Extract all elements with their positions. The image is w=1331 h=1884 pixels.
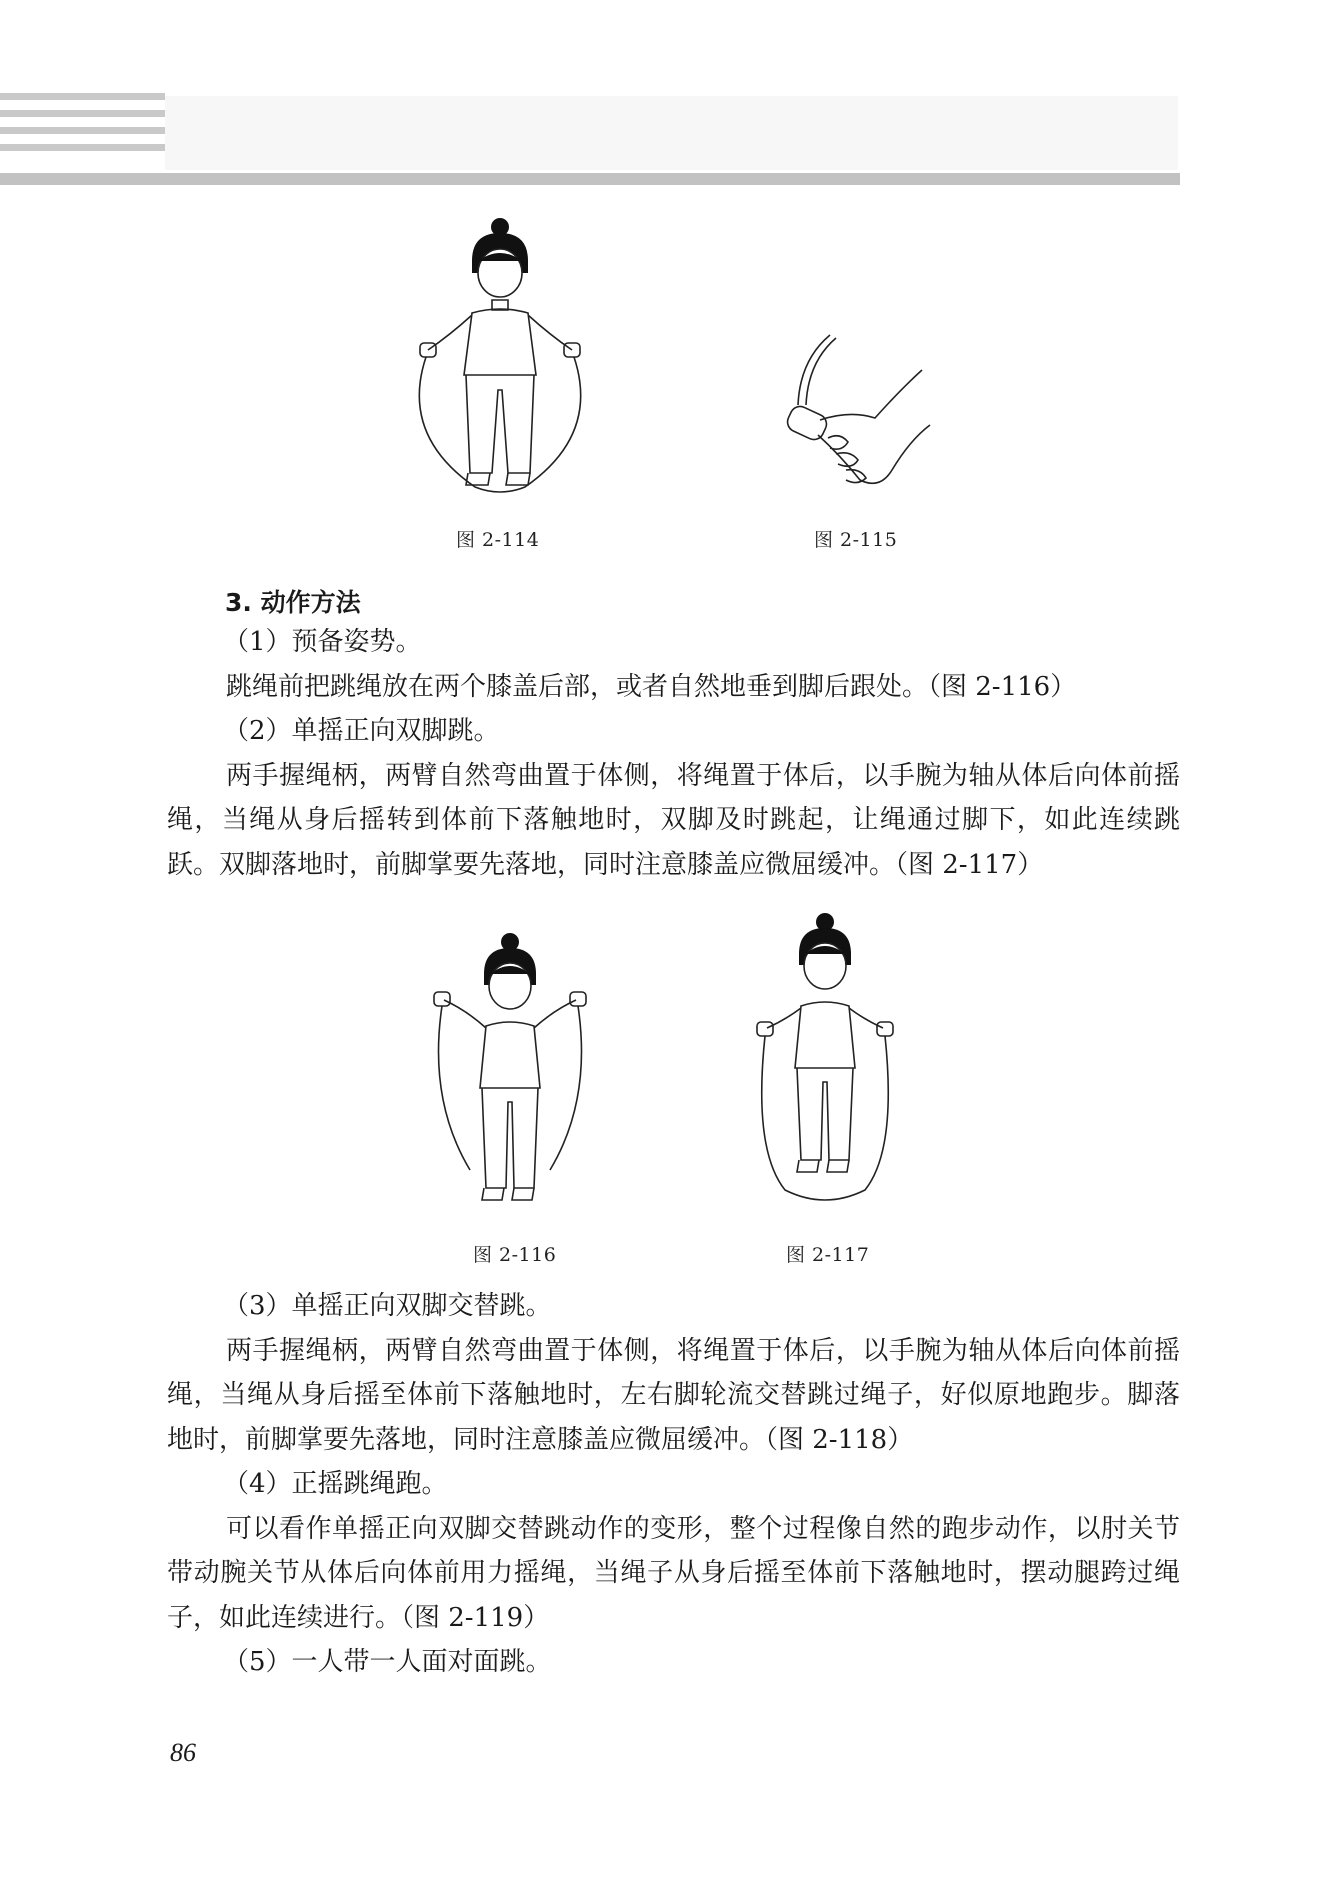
header-rule xyxy=(0,173,1180,185)
subheading-5: （5）一人带一人面对面跳。 xyxy=(223,1647,552,1677)
figure-2-115-illustration xyxy=(780,330,940,500)
paragraph: 跳绳前把跳绳放在两个膝盖后部，或者自然地垂到脚后跟处。（图 2-116） xyxy=(226,671,1077,702)
figure-2-117-illustration xyxy=(745,910,905,1210)
paragraph: 可以看作单摇正向双脚交替跳动作的变形，整个过程像自然的跑步动作，以肘关节带动腕关节从体后向体前用力摇绳，当绳子从身后摇至体前下落触地时，摆动腿跨过绳子，如此连续进行。（图 2-119） xyxy=(167,1513,1180,1633)
figure-2-116-illustration xyxy=(430,930,590,1210)
figure-caption: 图 2-117 xyxy=(786,1244,870,1266)
figure-caption: 图 2-114 xyxy=(456,529,540,551)
body-text-block-2 xyxy=(167,1284,1180,1685)
page-number: 86 xyxy=(170,1738,196,1767)
subheading-1: （1）预备姿势。 xyxy=(223,627,422,657)
figure-caption: 图 2-116 xyxy=(473,1244,557,1266)
section-heading: 3. 动作方法 xyxy=(225,588,361,617)
header-band xyxy=(165,96,1178,170)
subheading-2: （2）单摇正向双脚跳。 xyxy=(223,716,500,746)
paragraph: 两手握绳柄，两臂自然弯曲置于体侧，将绳置于体后，以手腕为轴从体后向体前摇绳，当绳从身后摇转到体前下落触地时，双脚及时跳起，让绳通过脚下，如此连续跳跃。双脚落地时，前脚掌要先落地，同时注意膝盖应微屈缓冲。（图 2-117） xyxy=(167,760,1180,880)
figure-2-114-illustration xyxy=(400,215,600,495)
subheading-3: （3）单摇正向双脚交替跳。 xyxy=(223,1291,552,1321)
figure-caption: 图 2-115 xyxy=(814,529,898,551)
subheading-4: （4）正摇跳绳跑。 xyxy=(223,1469,448,1499)
body-text-block-1 xyxy=(167,620,1180,887)
paragraph: 两手握绳柄，两臂自然弯曲置于体侧，将绳置于体后，以手腕为轴从体后向体前摇绳，当绳从身后摇至体前下落触地时，左右脚轮流交替跳过绳子，好似原地跑步。脚落地时，前脚掌要先落地，同时注意膝盖应微屈缓冲。（图 2-118） xyxy=(167,1335,1180,1455)
